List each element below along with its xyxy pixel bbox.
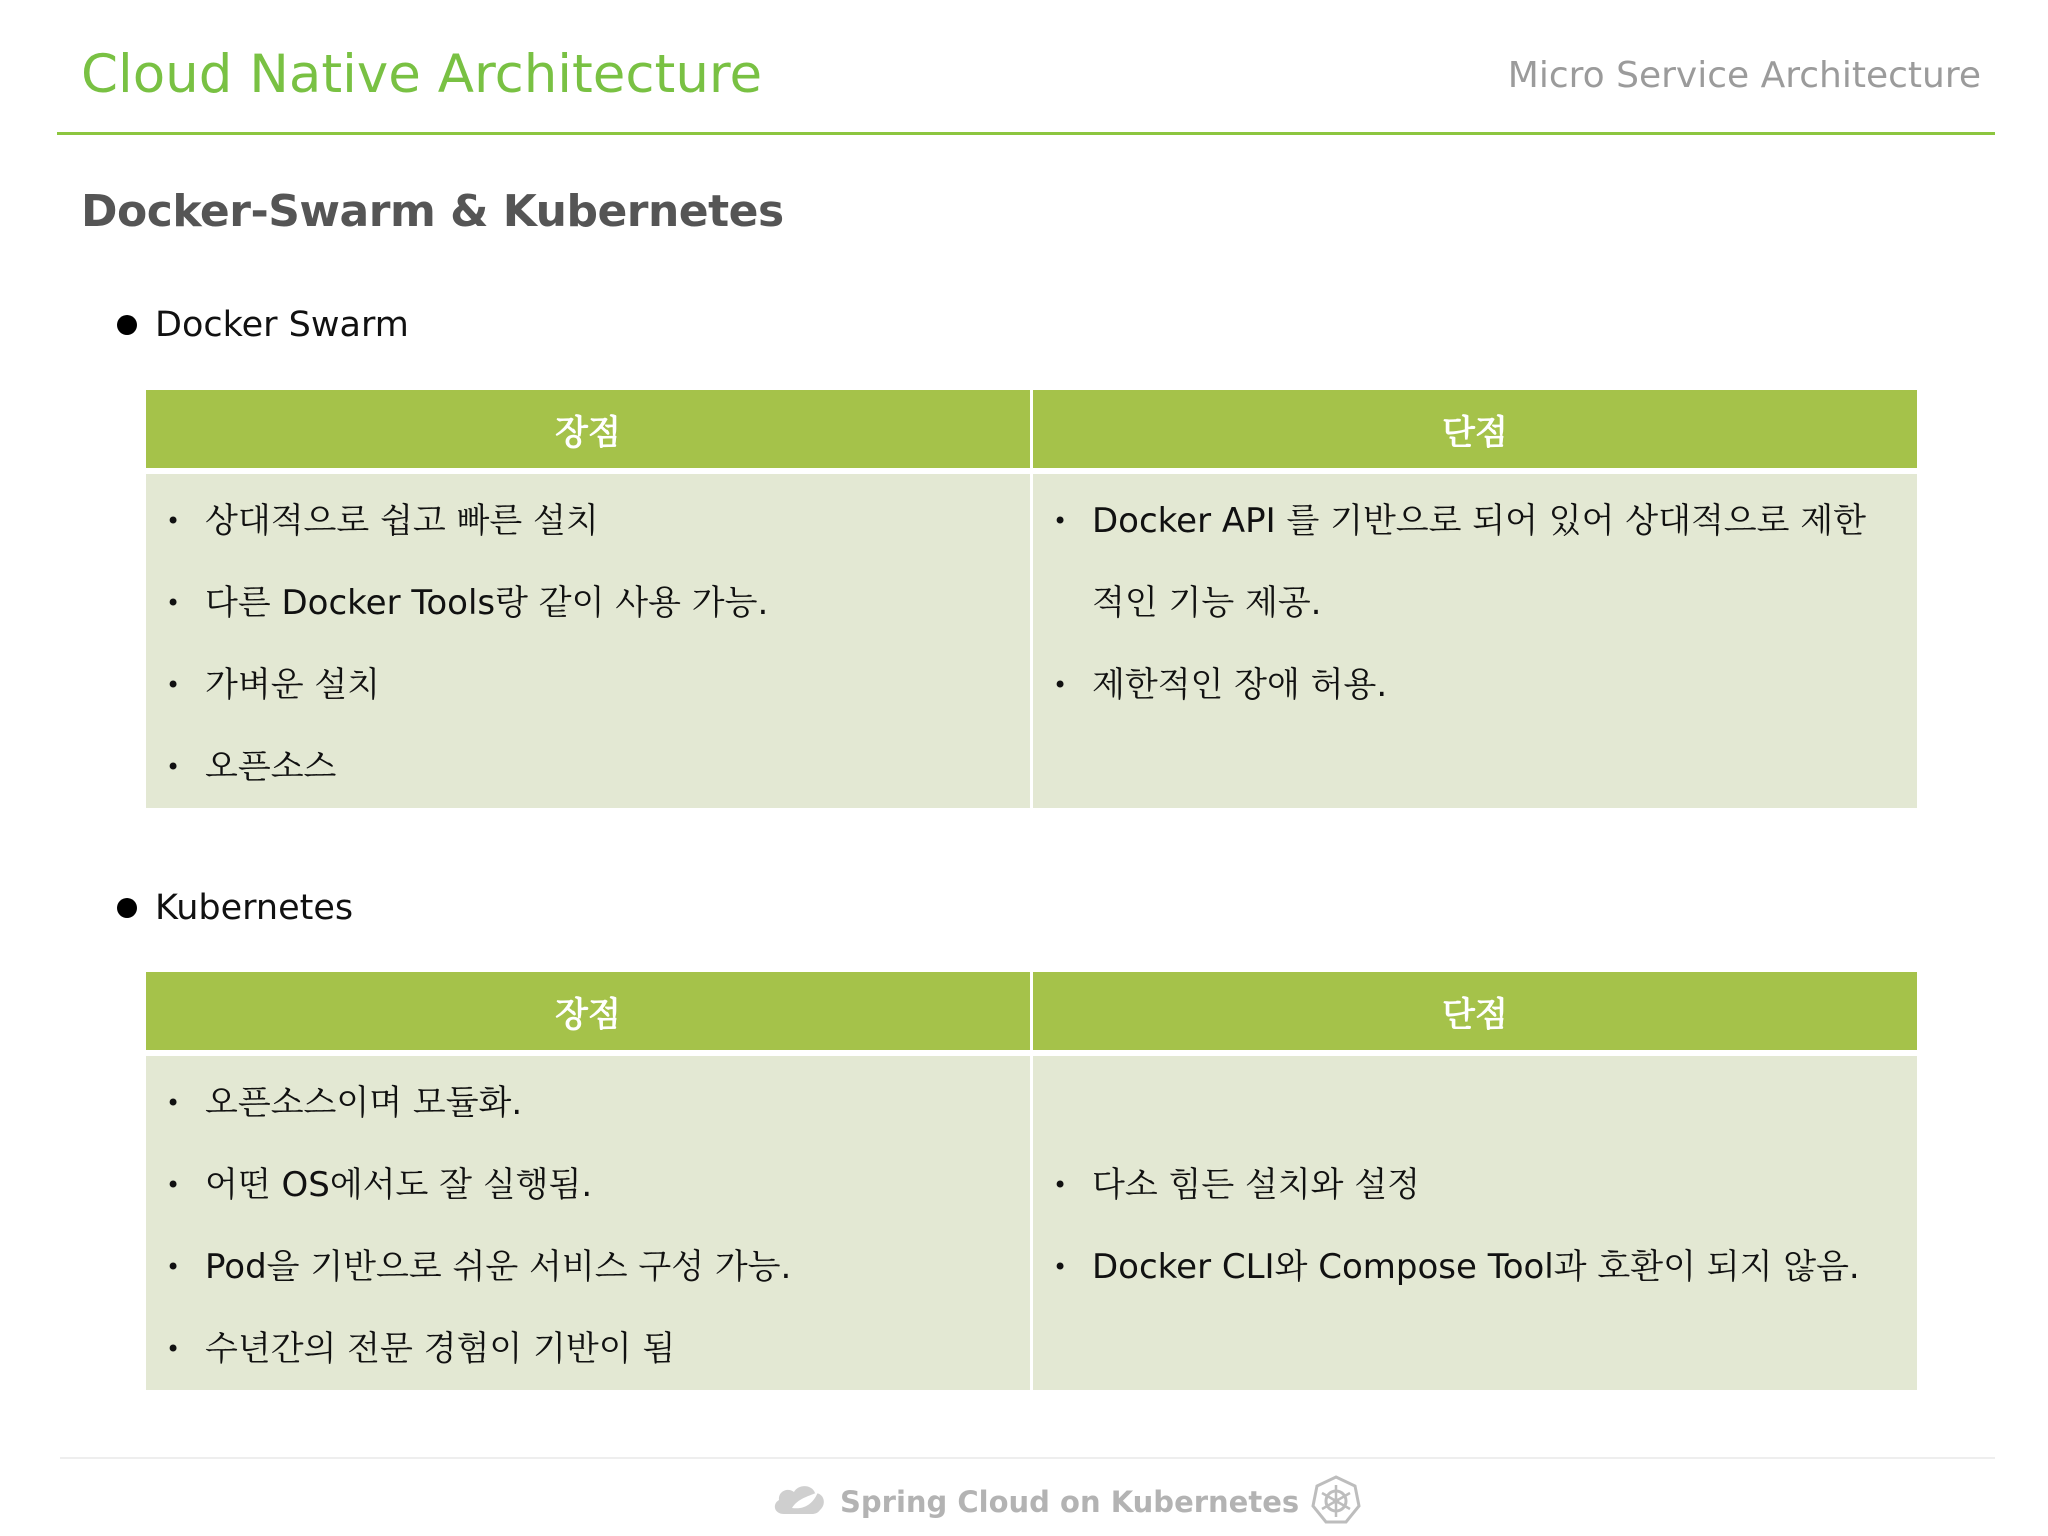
list-item: • 오픈소스 bbox=[166, 747, 337, 787]
pros-list bbox=[146, 1062, 1030, 1390]
list-item: • 제한적인 장애 허용. bbox=[1053, 665, 1388, 705]
pros-cell bbox=[146, 474, 1030, 808]
cons-cell bbox=[1033, 474, 1917, 808]
list-item: • 다른 Docker Tools랑 같이 사용 가능. bbox=[166, 583, 769, 623]
page-header-title: Cloud Native Architecture bbox=[81, 44, 763, 105]
cons-header: 단점 bbox=[1033, 972, 1917, 1050]
pros-cell bbox=[146, 1056, 1030, 1390]
list-item: • 수년간의 전문 경험이 기반이 됨 bbox=[166, 1329, 676, 1369]
page-header-subtitle: Micro Service Architecture bbox=[1507, 55, 1981, 96]
list-item: • 어떤 OS에서도 잘 실행됨. bbox=[166, 1165, 593, 1205]
topic-docker-swarm-heading bbox=[117, 305, 409, 345]
list-item: • 오픈소스이며 모듈화. bbox=[166, 1083, 523, 1123]
pros-header: 장점 bbox=[146, 972, 1030, 1050]
cons-list bbox=[1033, 480, 1917, 726]
list-item: • Docker CLI와 Compose Tool과 호환이 되지 않음. bbox=[1053, 1247, 1860, 1287]
header-divider bbox=[57, 132, 1995, 135]
bullet-icon bbox=[117, 898, 137, 918]
list-item: • 가벼운 설치 bbox=[166, 665, 381, 705]
docker-swarm-pros-cons-table bbox=[146, 390, 1914, 808]
spring-cloud-icon bbox=[770, 1480, 828, 1524]
list-item: • Pod을 기반으로 쉬운 서비스 구성 가능. bbox=[166, 1247, 792, 1287]
list-item: • 상대적으로 쉽고 빠른 설치 bbox=[166, 501, 599, 541]
footer-text: Spring Cloud on Kubernetes bbox=[840, 1485, 1300, 1519]
cons-list bbox=[1033, 1144, 1917, 1308]
footer-divider bbox=[60, 1457, 1995, 1459]
topic-label: Kubernetes bbox=[155, 888, 354, 928]
section-title: Docker-Swarm & Kubernetes bbox=[81, 186, 784, 237]
cons-cell bbox=[1033, 1056, 1917, 1390]
cons-header: 단점 bbox=[1033, 390, 1917, 468]
list-item: • 다소 힘든 설치와 설정 bbox=[1053, 1165, 1421, 1205]
kubernetes-helm-icon bbox=[1311, 1475, 1361, 1529]
pros-header: 장점 bbox=[146, 390, 1030, 468]
topic-label: Docker Swarm bbox=[155, 305, 409, 345]
topic-kubernetes-heading bbox=[117, 888, 353, 928]
footer-branding bbox=[770, 1474, 1361, 1530]
list-item: • Docker API 를 기반으로 되어 있어 상대적으로 제한 적인 기능 제공. bbox=[1053, 501, 1866, 623]
kubernetes-pros-cons-table bbox=[146, 972, 1914, 1390]
bullet-icon bbox=[117, 315, 137, 335]
pros-list bbox=[146, 480, 1030, 808]
